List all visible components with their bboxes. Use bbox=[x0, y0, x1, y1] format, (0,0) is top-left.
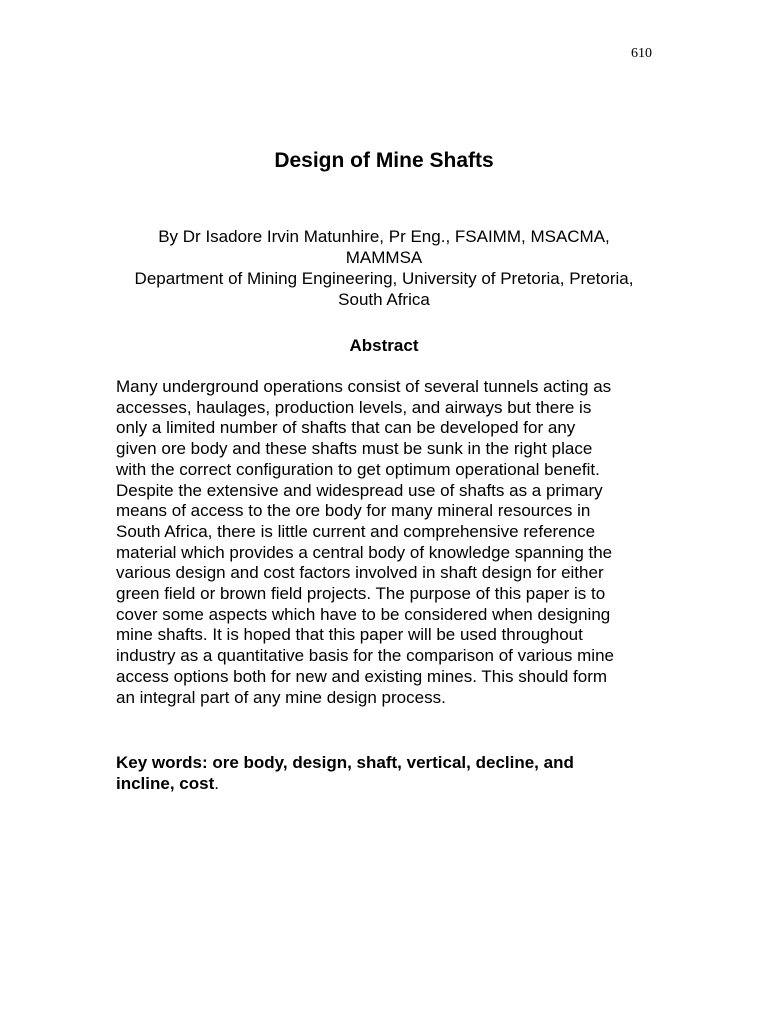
abstract-line: an integral part of any mine design process. bbox=[116, 687, 446, 707]
abstract-line: with the correct configuration to get optimum operational benefit. bbox=[116, 459, 600, 479]
affiliation-line: Department of Mining Engineering, University of Pretoria, Pretoria, bbox=[134, 269, 634, 288]
author-line: MAMMSA bbox=[345, 248, 423, 267]
keywords-line bbox=[116, 752, 656, 773]
abstract-body bbox=[116, 377, 656, 708]
abstract-line: cover some aspects which have to be considered when designing bbox=[116, 604, 611, 624]
abstract-line: Many underground operations consist of several tunnels acting as bbox=[116, 377, 612, 396]
keywords-period: . bbox=[214, 774, 219, 793]
abstract-line: material which provides a central body of knowledge spanning the bbox=[116, 542, 613, 562]
abstract-line: various design and cost factors involved in shaft design for either bbox=[116, 563, 604, 583]
abstract-line: accesses, haulages, production levels, and airways but there is bbox=[116, 397, 592, 417]
abstract-line: given ore body and these shafts must be sunk in the right place bbox=[116, 439, 593, 459]
keywords bbox=[116, 752, 656, 794]
affiliation-line: South Africa bbox=[338, 290, 430, 309]
paper-title: Design of Mine Shafts bbox=[274, 149, 494, 172]
abstract-line: access options both for new and existing mines. This should form bbox=[116, 666, 608, 686]
abstract-line: Despite the extensive and widespread use of shafts as a primary bbox=[116, 480, 603, 500]
keywords-text: Key words: ore body, design, shaft, vertical, decline, and bbox=[116, 753, 574, 772]
keywords-line bbox=[116, 773, 656, 794]
author-block bbox=[100, 226, 668, 310]
abstract-line: mine shafts. It is hoped that this paper will be used throughout bbox=[116, 625, 583, 645]
abstract-line: means of access to the ore body for many mineral resources in bbox=[116, 501, 591, 521]
abstract-line: South Africa, there is little current and comprehensive reference bbox=[116, 521, 596, 541]
keywords-text: incline, cost bbox=[116, 774, 215, 793]
abstract-line: only a limited number of shafts that can be developed for any bbox=[116, 418, 576, 438]
abstract-line: industry as a quantitative basis for the comparison of various mine bbox=[116, 646, 614, 666]
abstract-heading: Abstract bbox=[349, 336, 419, 355]
author-line: By Dr Isadore Irvin Matunhire, Pr Eng., FSAIMM, MSACMA, bbox=[158, 227, 610, 246]
page-number: 610 bbox=[631, 46, 652, 61]
abstract-line: green field or brown field projects. The purpose of this paper is to bbox=[116, 584, 606, 604]
